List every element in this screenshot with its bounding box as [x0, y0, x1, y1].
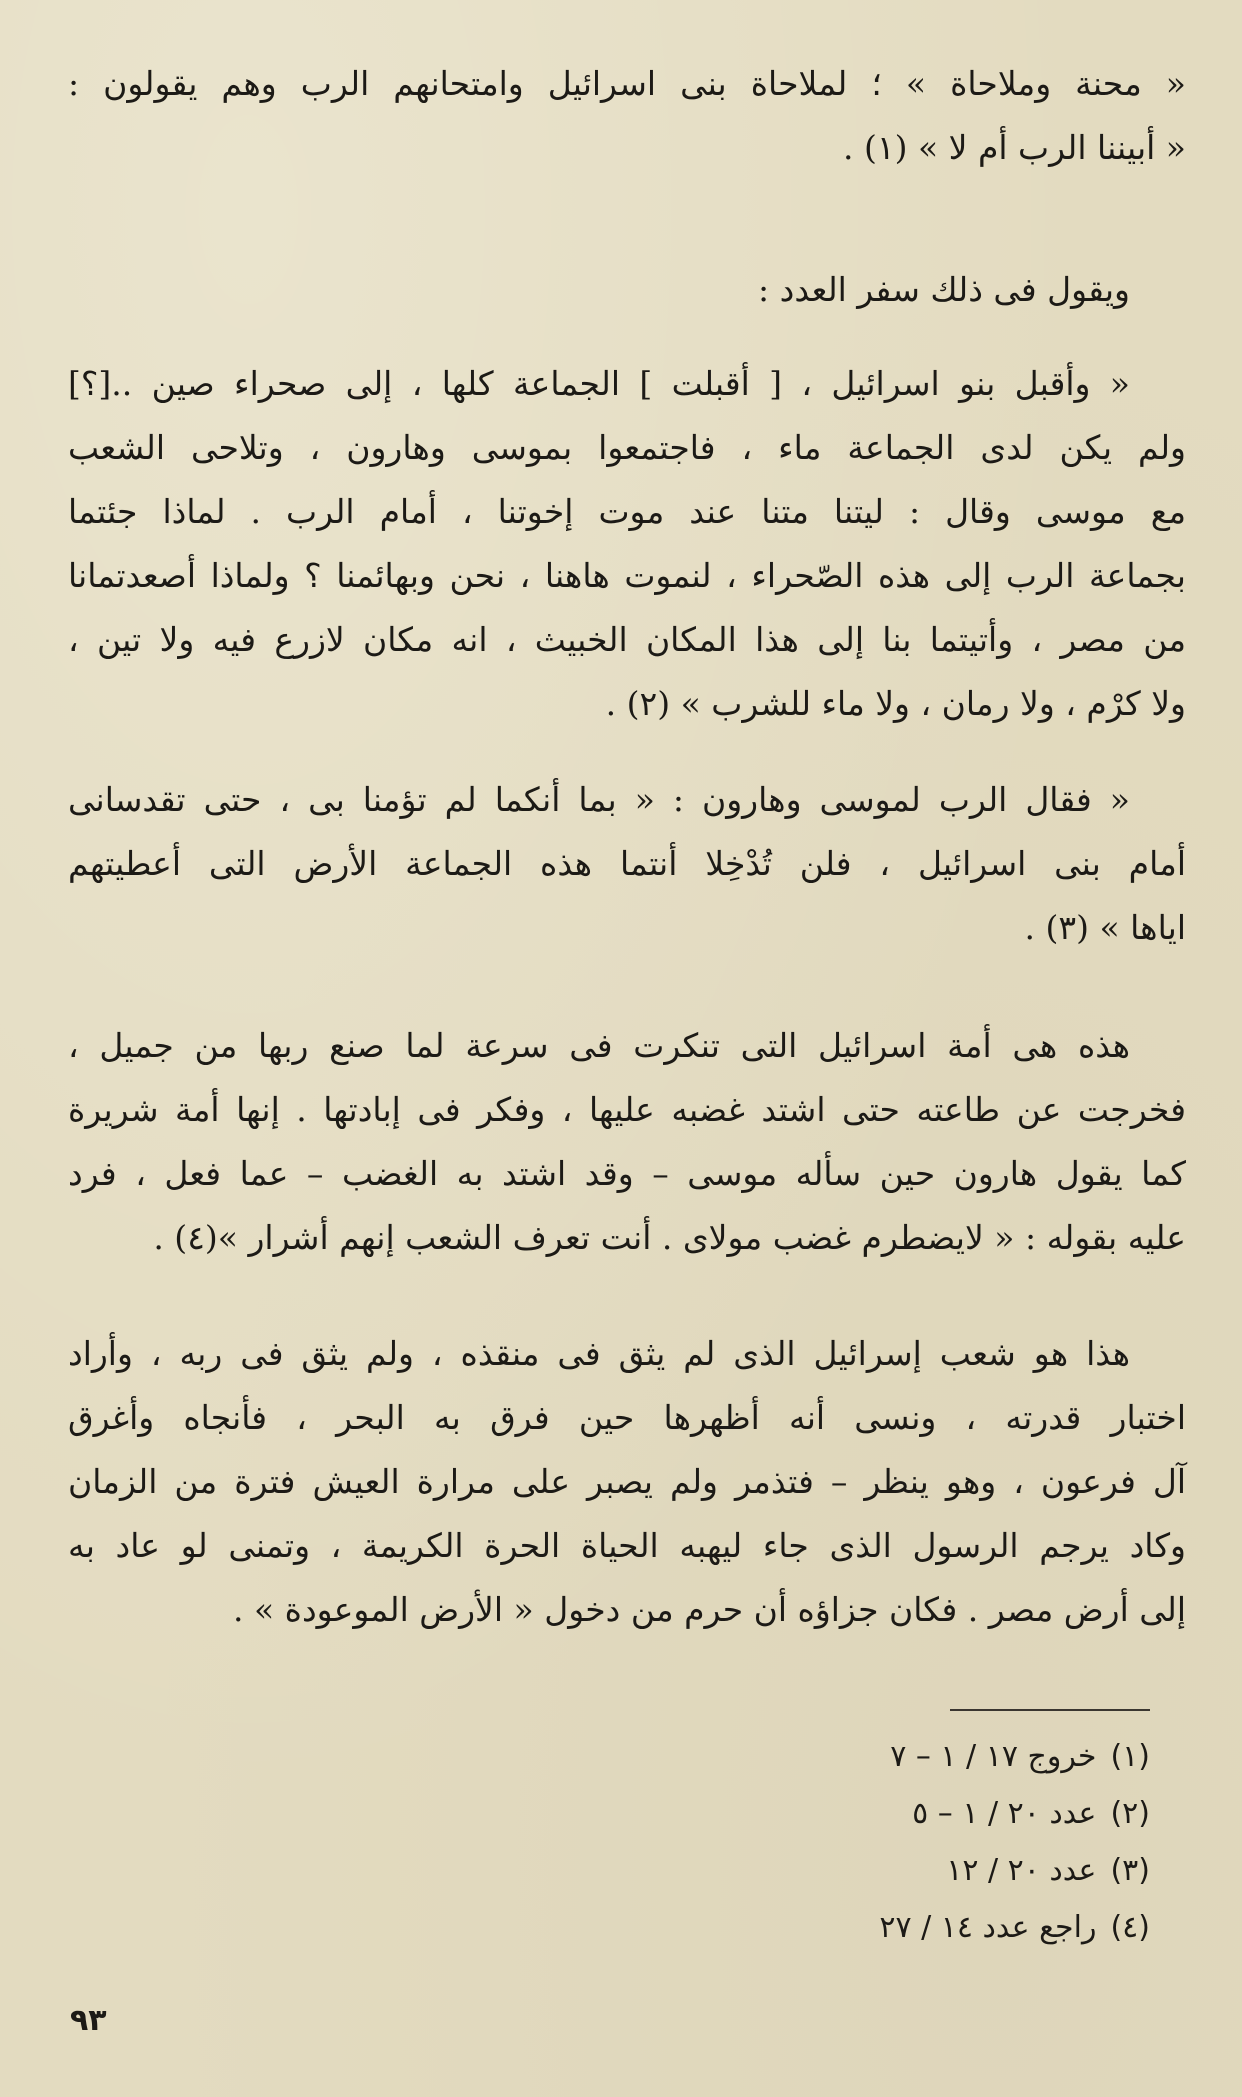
text-line: مع موسى وقال : ليتنا متنا عند موت إخوتنا ، أمام الرب . لماذا جئتما — [68, 492, 1186, 531]
footnote-4 — [630, 1899, 1150, 1956]
footnote-text: عدد ٢٠ / ١ – ٥ — [912, 1796, 1097, 1831]
text-line: ولا كرْم ، ولا رمان ، ولا ماء للشرب » (٢) . — [605, 684, 1186, 723]
text-line: هذه هى أمة اسرائيل التى تنكرت فى سرعة لما صنع ربها من جميل ، — [68, 1026, 1130, 1065]
text-line: اياها » (٣) . — [1024, 908, 1186, 947]
footnote-divider — [950, 1709, 1150, 1711]
paragraph-numbers-intro — [68, 258, 1186, 322]
text-line: أمام بنى اسرائيل ، فلن تُدْخِلا أنتما هذه الجماعة الأرض التى أعطيتهم — [68, 844, 1186, 883]
text-line: بجماعة الرب إلى هذه الصّحراء ، لنموت هاهنا ، نحن وبهائمنا ؟ ولماذا أصعدتمانا — [68, 556, 1186, 595]
footnote-text: راجع عدد ١٤ / ٢٧ — [879, 1910, 1097, 1945]
text-line: كما يقول هارون حين سأله موسى – وقد اشتد به الغضب – عما فعل ، فرد — [68, 1154, 1186, 1193]
footnote-2 — [630, 1785, 1150, 1842]
text-line: هذا هو شعب إسرائيل الذى لم يثق فى منقذه ، ولم يثق فى ربه ، وأراد — [68, 1334, 1130, 1373]
text-line: « أبيننا الرب أم لا » (١) . — [843, 128, 1186, 167]
page-number: ٩٣ — [70, 2003, 107, 2038]
footnote-3 — [630, 1842, 1150, 1899]
text-line: ولم يكن لدى الجماعة ماء ، فاجتمعوا بموسى وهارون ، وتلاحى الشعب — [68, 428, 1186, 467]
quote-numbers-20-1-5 — [68, 352, 1186, 736]
footnote-number: (٤) — [1110, 1910, 1150, 1945]
text-line: ويقول فى ذلك سفر العدد : — [758, 270, 1130, 309]
text-line: وكاد يرجم الرسول الذى جاء ليهبه الحياة الحرة الكريمة ، وتمنى لو عاد به — [68, 1526, 1186, 1565]
text-line: عليه بقوله : « لايضطرم غضب مولاى . أنت تعرف الشعب إنهم أشرار »(٤) . — [153, 1218, 1186, 1257]
quote-numbers-20-12 — [68, 768, 1186, 960]
text-line: اختبار قدرته ، ونسى أنه أظهرها حين فرق به البحر ، فأنجاه وأغرق — [68, 1398, 1186, 1437]
text-line: « فقال الرب لموسى وهارون : « بما أنكما لم تؤمنا بى ، حتى تقدسانى — [68, 780, 1130, 819]
paragraph-nation-of-israel — [68, 1014, 1186, 1270]
paragraph-people-of-israel — [68, 1322, 1186, 1642]
text-line: فخرجت عن طاعته حتى اشتد غضبه عليها ، وفكر فى إبادتها . إنها أمة شريرة — [68, 1090, 1186, 1129]
text-line: إلى أرض مصر . فكان جزاؤه أن حرم من دخول « الأرض الموعودة » . — [233, 1590, 1186, 1629]
footnote-1 — [630, 1728, 1150, 1785]
text-line: « وأقبل بنو اسرائيل ، [ أقبلت ] الجماعة كلها ، إلى صحراء صين ..[؟] — [68, 364, 1130, 403]
paragraph-trial-and-quarrel — [68, 52, 1186, 180]
text-line: « محنة وملاحاة » ؛ لملاحاة بنى اسرائيل وامتحانهم الرب وهم يقولون : — [68, 64, 1186, 103]
footnote-number: (١) — [1110, 1739, 1150, 1774]
footnote-number: (٣) — [1110, 1853, 1150, 1888]
text-line: آل فرعون ، وهو ينظر – فتذمر ولم يصبر على مرارة العيش فترة من الزمان — [68, 1462, 1186, 1501]
footnote-text: خروج ١٧ / ١ – ٧ — [890, 1739, 1097, 1774]
text-line: من مصر ، وأتيتما بنا إلى هذا المكان الخبيث ، انه مكان لازرع فيه ولا تين ، — [68, 620, 1186, 659]
footnotes-list — [630, 1728, 1150, 1956]
footnote-text: عدد ٢٠ / ١٢ — [946, 1853, 1097, 1888]
footnote-number: (٢) — [1110, 1796, 1150, 1831]
